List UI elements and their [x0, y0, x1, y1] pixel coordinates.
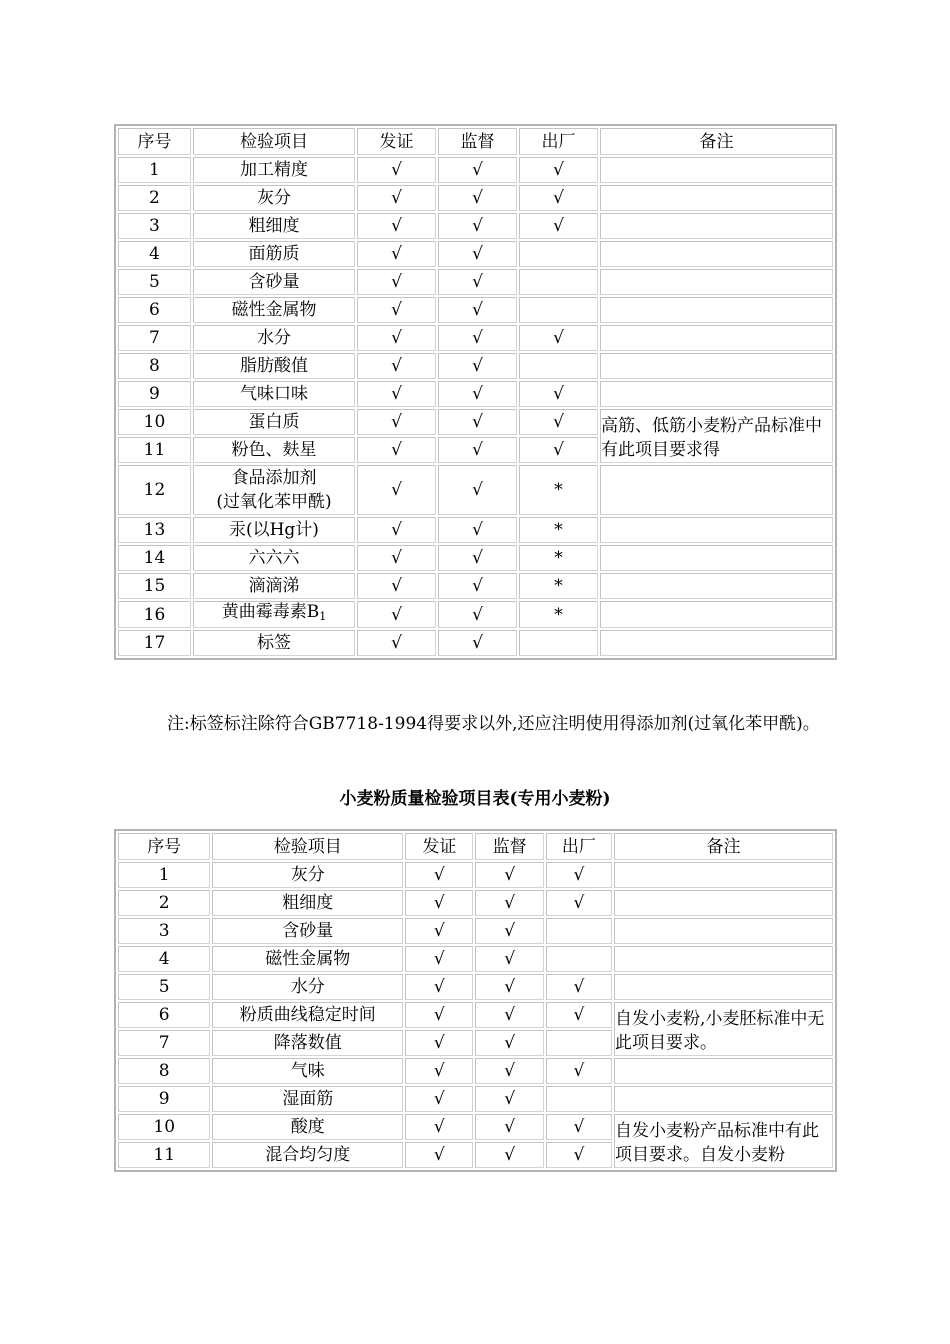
table-row	[118, 890, 833, 916]
row-item: 汞(以Hg计)	[193, 517, 355, 543]
row-item-line1: 食品添加剂	[231, 468, 317, 488]
row-remarks	[600, 241, 833, 267]
table-row	[118, 213, 833, 239]
row-factory: √	[546, 1058, 612, 1084]
row-supervision: √	[438, 353, 517, 379]
row-no: 17	[118, 630, 191, 656]
row-certification: √	[405, 862, 473, 888]
table-row	[118, 241, 833, 267]
row-supervision: √	[475, 1002, 543, 1028]
table-row	[118, 353, 833, 379]
row-item: 灰分	[212, 862, 403, 888]
row-supervision: √	[475, 862, 543, 888]
row-certification: √	[357, 545, 436, 571]
row-certification: √	[357, 601, 436, 628]
row-certification: √	[357, 630, 436, 656]
row-supervision: √	[475, 1058, 543, 1084]
row-item: 降落数值	[212, 1030, 403, 1056]
table-row	[118, 1058, 833, 1084]
row-factory: √	[546, 1142, 612, 1168]
row-certification: √	[357, 437, 436, 463]
row-no: 5	[118, 974, 210, 1000]
row-factory	[519, 630, 598, 656]
row-supervision: √	[438, 213, 517, 239]
row-factory: √	[519, 213, 598, 239]
row-supervision: √	[438, 630, 517, 656]
row-remarks	[600, 157, 833, 183]
row-no: 4	[118, 946, 210, 972]
row-certification: √	[357, 241, 436, 267]
row-item-line2: (过氧化苯甲酰)	[216, 492, 332, 512]
row-no: 3	[118, 918, 210, 944]
header-remarks: 备注	[614, 833, 833, 860]
row-supervision: √	[438, 269, 517, 295]
table-row	[118, 601, 833, 628]
table-row	[118, 409, 833, 435]
row-item: 水分	[212, 974, 403, 1000]
row-item: 粗细度	[193, 213, 355, 239]
row-remarks	[600, 573, 833, 599]
row-no: 2	[118, 185, 191, 211]
header-item: 检验项目	[212, 833, 403, 860]
row-certification: √	[405, 974, 473, 1000]
table-row	[118, 1086, 833, 1112]
row-certification: √	[357, 185, 436, 211]
table-row	[118, 297, 833, 323]
row-certification: √	[357, 465, 436, 515]
row-supervision: √	[438, 241, 517, 267]
row-supervision: √	[438, 601, 517, 628]
row-factory: *	[519, 573, 598, 599]
row-certification: √	[357, 325, 436, 351]
row-factory	[546, 918, 612, 944]
row-certification: √	[405, 890, 473, 916]
row-item: 酸度	[212, 1114, 403, 1140]
row-factory: *	[519, 545, 598, 571]
row-factory	[546, 1030, 612, 1056]
header-certification: 发证	[405, 833, 473, 860]
row-supervision: √	[475, 946, 543, 972]
header-factory: 出厂	[519, 128, 598, 155]
header-factory: 出厂	[546, 833, 612, 860]
row-remarks	[600, 630, 833, 656]
table-row	[118, 862, 833, 888]
header-item: 检验项目	[193, 128, 355, 155]
row-no: 9	[118, 1086, 210, 1112]
row-item: 磁性金属物	[212, 946, 403, 972]
row-item: 脂肪酸值	[193, 353, 355, 379]
row-item	[193, 465, 355, 515]
row-no: 14	[118, 545, 191, 571]
row-item: 粉质曲线稳定时间	[212, 1002, 403, 1028]
row-factory	[519, 241, 598, 267]
header-no: 序号	[118, 833, 210, 860]
header-supervision: 监督	[475, 833, 543, 860]
row-remarks	[600, 185, 833, 211]
row-certification: √	[357, 573, 436, 599]
row-item: 粗细度	[212, 890, 403, 916]
header-no: 序号	[118, 128, 191, 155]
row-no: 10	[118, 1114, 210, 1140]
row-supervision: √	[475, 918, 543, 944]
row-item: 湿面筋	[212, 1086, 403, 1112]
row-no: 16	[118, 601, 191, 628]
row-item: 含砂量	[193, 269, 355, 295]
row-certification: √	[405, 1142, 473, 1168]
row-remarks	[614, 862, 833, 888]
row-remarks	[600, 269, 833, 295]
row-supervision: √	[438, 185, 517, 211]
row-no: 12	[118, 465, 191, 515]
row-certification: √	[405, 1114, 473, 1140]
row-item: 磁性金属物	[193, 297, 355, 323]
row-certification: √	[405, 1030, 473, 1056]
row-no: 15	[118, 573, 191, 599]
row-item	[193, 601, 355, 628]
row-item: 气味口味	[193, 381, 355, 407]
row-supervision: √	[438, 545, 517, 571]
inspection-table-general	[114, 124, 837, 660]
table-row	[118, 1002, 833, 1028]
row-no: 6	[118, 297, 191, 323]
row-no: 9	[118, 381, 191, 407]
row-item: 气味	[212, 1058, 403, 1084]
row-no: 5	[118, 269, 191, 295]
row-supervision: √	[438, 517, 517, 543]
row-no: 8	[118, 1058, 210, 1084]
row-certification: √	[405, 918, 473, 944]
row-item: 粉色、麸星	[193, 437, 355, 463]
row-remarks	[614, 918, 833, 944]
row-supervision: √	[475, 1030, 543, 1056]
row-remarks	[600, 381, 833, 407]
table-row	[118, 573, 833, 599]
row-certification: √	[357, 517, 436, 543]
row-remarks	[600, 353, 833, 379]
row-no: 8	[118, 353, 191, 379]
row-supervision: √	[438, 325, 517, 351]
row-remarks	[600, 213, 833, 239]
table-row	[118, 325, 833, 351]
table-row	[118, 517, 833, 543]
row-no: 7	[118, 1030, 210, 1056]
table2-title: 小麦粉质量检验项目表(专用小麦粉)	[339, 789, 611, 809]
row-certification: √	[357, 157, 436, 183]
row-no: 2	[118, 890, 210, 916]
table-row	[118, 974, 833, 1000]
row-factory: √	[519, 437, 598, 463]
row-factory: √	[546, 890, 612, 916]
row-supervision: √	[438, 437, 517, 463]
table-row	[118, 157, 833, 183]
row-certification: √	[405, 1058, 473, 1084]
row-supervision: √	[438, 297, 517, 323]
remarks-note: 自发小麦粉,小麦胚标准中无此项目要求。	[614, 1002, 833, 1056]
row-no: 4	[118, 241, 191, 267]
row-supervision: √	[438, 465, 517, 515]
row-no: 13	[118, 517, 191, 543]
row-certification: √	[357, 269, 436, 295]
row-no: 7	[118, 325, 191, 351]
row-factory: √	[519, 409, 598, 435]
row-supervision: √	[475, 974, 543, 1000]
row-no: 6	[118, 1002, 210, 1028]
row-factory: √	[519, 185, 598, 211]
table-row	[118, 946, 833, 972]
row-remarks	[614, 946, 833, 972]
row-certification: √	[357, 353, 436, 379]
row-remarks	[614, 974, 833, 1000]
row-remarks	[600, 297, 833, 323]
row-supervision: √	[438, 157, 517, 183]
row-no: 11	[118, 437, 191, 463]
row-supervision: √	[475, 1114, 543, 1140]
row-item-text: 黄曲霉毒素B	[221, 602, 320, 622]
row-item: 灰分	[193, 185, 355, 211]
row-factory: √	[546, 1002, 612, 1028]
table-row	[118, 185, 833, 211]
table-row	[118, 381, 833, 407]
row-remarks	[614, 1086, 833, 1112]
table-row	[118, 465, 833, 515]
row-supervision: √	[438, 573, 517, 599]
row-certification: √	[357, 409, 436, 435]
row-remarks	[600, 465, 833, 515]
row-factory: √	[519, 325, 598, 351]
row-factory	[519, 297, 598, 323]
row-factory	[519, 353, 598, 379]
row-no: 1	[118, 157, 191, 183]
row-supervision: √	[475, 1086, 543, 1112]
row-certification: √	[405, 1002, 473, 1028]
row-certification: √	[405, 946, 473, 972]
table-header-row	[118, 128, 833, 155]
row-item: 加工精度	[193, 157, 355, 183]
table-row	[118, 918, 833, 944]
row-supervision: √	[438, 409, 517, 435]
table-row	[118, 630, 833, 656]
row-item: 蛋白质	[193, 409, 355, 435]
row-remarks	[600, 545, 833, 571]
row-factory: √	[546, 974, 612, 1000]
row-factory	[546, 946, 612, 972]
row-factory: *	[519, 517, 598, 543]
remarks-note: 自发小麦粉产品标准中有此项目要求。自发小麦粉	[614, 1114, 833, 1168]
header-certification: 发证	[357, 128, 436, 155]
row-remarks	[614, 1058, 833, 1084]
table-header-row	[118, 833, 833, 860]
row-certification: √	[357, 381, 436, 407]
row-item: 混合均匀度	[212, 1142, 403, 1168]
row-factory: *	[519, 601, 598, 628]
inspection-table-special	[114, 829, 837, 1172]
row-no: 10	[118, 409, 191, 435]
row-factory	[519, 269, 598, 295]
row-factory: √	[519, 157, 598, 183]
row-item: 标签	[193, 630, 355, 656]
header-remarks: 备注	[600, 128, 833, 155]
row-item: 含砂量	[212, 918, 403, 944]
row-factory: √	[546, 862, 612, 888]
table-row	[118, 1114, 833, 1140]
row-remarks	[600, 517, 833, 543]
header-supervision: 监督	[438, 128, 517, 155]
row-factory: √	[519, 381, 598, 407]
row-item: 面筋质	[193, 241, 355, 267]
footnote-text: 注:标签标注除符合GB7718-1994得要求以外,还应注明使用得添加剂(过氧化苯甲酰)。	[167, 714, 820, 734]
row-factory: *	[519, 465, 598, 515]
row-factory: √	[546, 1114, 612, 1140]
row-supervision: √	[438, 381, 517, 407]
row-supervision: √	[475, 890, 543, 916]
row-remarks	[600, 601, 833, 628]
row-certification: √	[405, 1086, 473, 1112]
row-item-subscript: 1	[319, 610, 327, 623]
table-row	[118, 545, 833, 571]
row-no: 3	[118, 213, 191, 239]
row-item: 六六六	[193, 545, 355, 571]
row-supervision: √	[475, 1142, 543, 1168]
row-remarks	[614, 890, 833, 916]
row-certification: √	[357, 297, 436, 323]
row-no: 11	[118, 1142, 210, 1168]
remarks-note: 高筋、低筋小麦粉产品标准中有此项目要求得	[600, 409, 833, 463]
row-item: 滴滴涕	[193, 573, 355, 599]
row-remarks	[600, 325, 833, 351]
table-row	[118, 269, 833, 295]
row-no: 1	[118, 862, 210, 888]
row-item: 水分	[193, 325, 355, 351]
row-factory	[546, 1086, 612, 1112]
row-certification: √	[357, 213, 436, 239]
